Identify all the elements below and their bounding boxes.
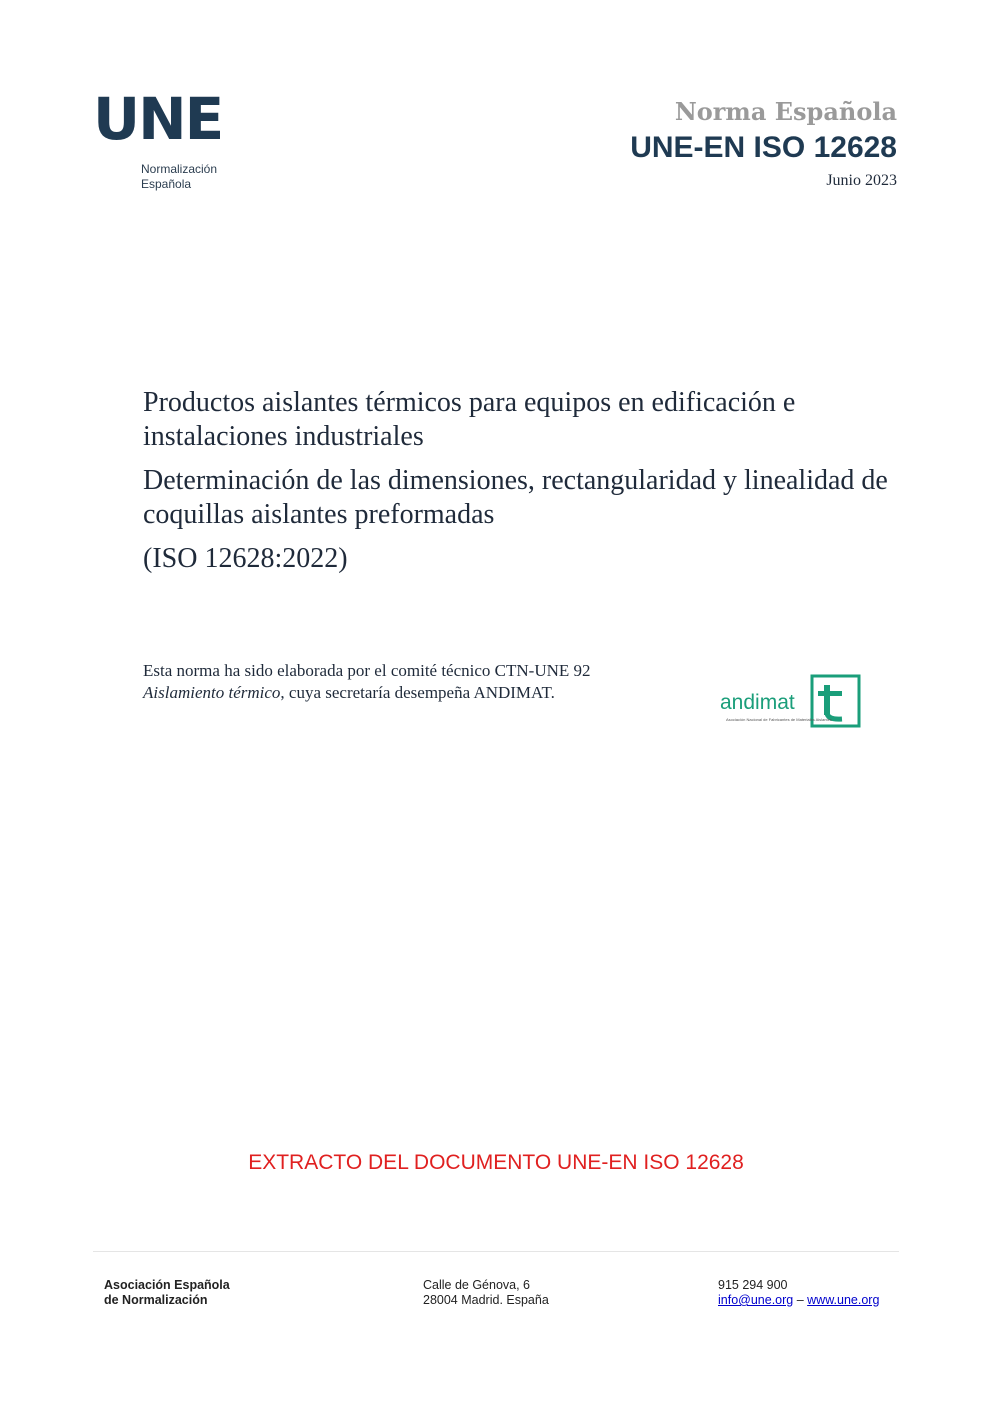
committee-statement	[143, 660, 603, 704]
document-titles	[143, 386, 903, 586]
andimat-logo	[720, 673, 865, 731]
committee-text-after: , cuya secretaría desempeña ANDIMAT.	[280, 683, 555, 702]
email-link[interactable]: info@une.org	[718, 1293, 794, 1307]
norma-label: Norma Española	[674, 97, 897, 126]
footer-org-line2: de Normalización	[104, 1293, 208, 1307]
footer-organization	[104, 1278, 230, 1308]
une-logo	[93, 85, 243, 191]
une-logo-subtitle-line2: Española	[141, 177, 192, 191]
footer-links	[718, 1293, 879, 1308]
footer-divider	[93, 1251, 899, 1252]
andimat-wordmark: andimat	[720, 691, 795, 714]
footer-contact	[718, 1278, 879, 1308]
title-line-1: Productos aislantes térmicos para equipos en edificación e instalaciones industriales	[143, 387, 796, 452]
footer-address-line2: 28004 Madrid. España	[423, 1293, 549, 1307]
title-line-2: Determinación de las dimensiones, rectangularidad y linealidad de coquillas aislantes preformadas	[143, 465, 888, 530]
footer-phone: 915 294 900	[718, 1278, 788, 1292]
une-logo-wordmark: UNE	[93, 85, 223, 153]
andimat-logo-graphic	[720, 673, 865, 731]
footer-address-line1: Calle de Génova, 6	[423, 1278, 531, 1292]
website-link[interactable]: www.une.org	[807, 1293, 880, 1307]
title-line-3: (ISO 12628:2022)	[143, 543, 348, 574]
extract-notice: EXTRACTO DEL DOCUMENTO UNE-EN ISO 12628	[248, 1151, 744, 1174]
une-logo-subtitle	[141, 162, 261, 192]
andimat-tagline: Asociación Nacional de Fabricantes de Materiales Aislantes	[726, 717, 832, 722]
committee-text-before: Esta norma ha sido elaborada por el comité técnico CTN-UNE 92	[143, 661, 591, 680]
footer-org-line1: Asociación Española	[104, 1278, 230, 1292]
standard-header	[630, 96, 897, 190]
committee-name: Aislamiento térmico	[143, 683, 281, 702]
standard-code: UNE-EN ISO 12628	[630, 131, 897, 164]
une-logo-subtitle-line1: Normalización	[141, 162, 218, 176]
footer-link-separator: –	[793, 1293, 808, 1307]
footer-address	[423, 1278, 549, 1308]
publication-date: Junio 2023	[826, 172, 897, 189]
